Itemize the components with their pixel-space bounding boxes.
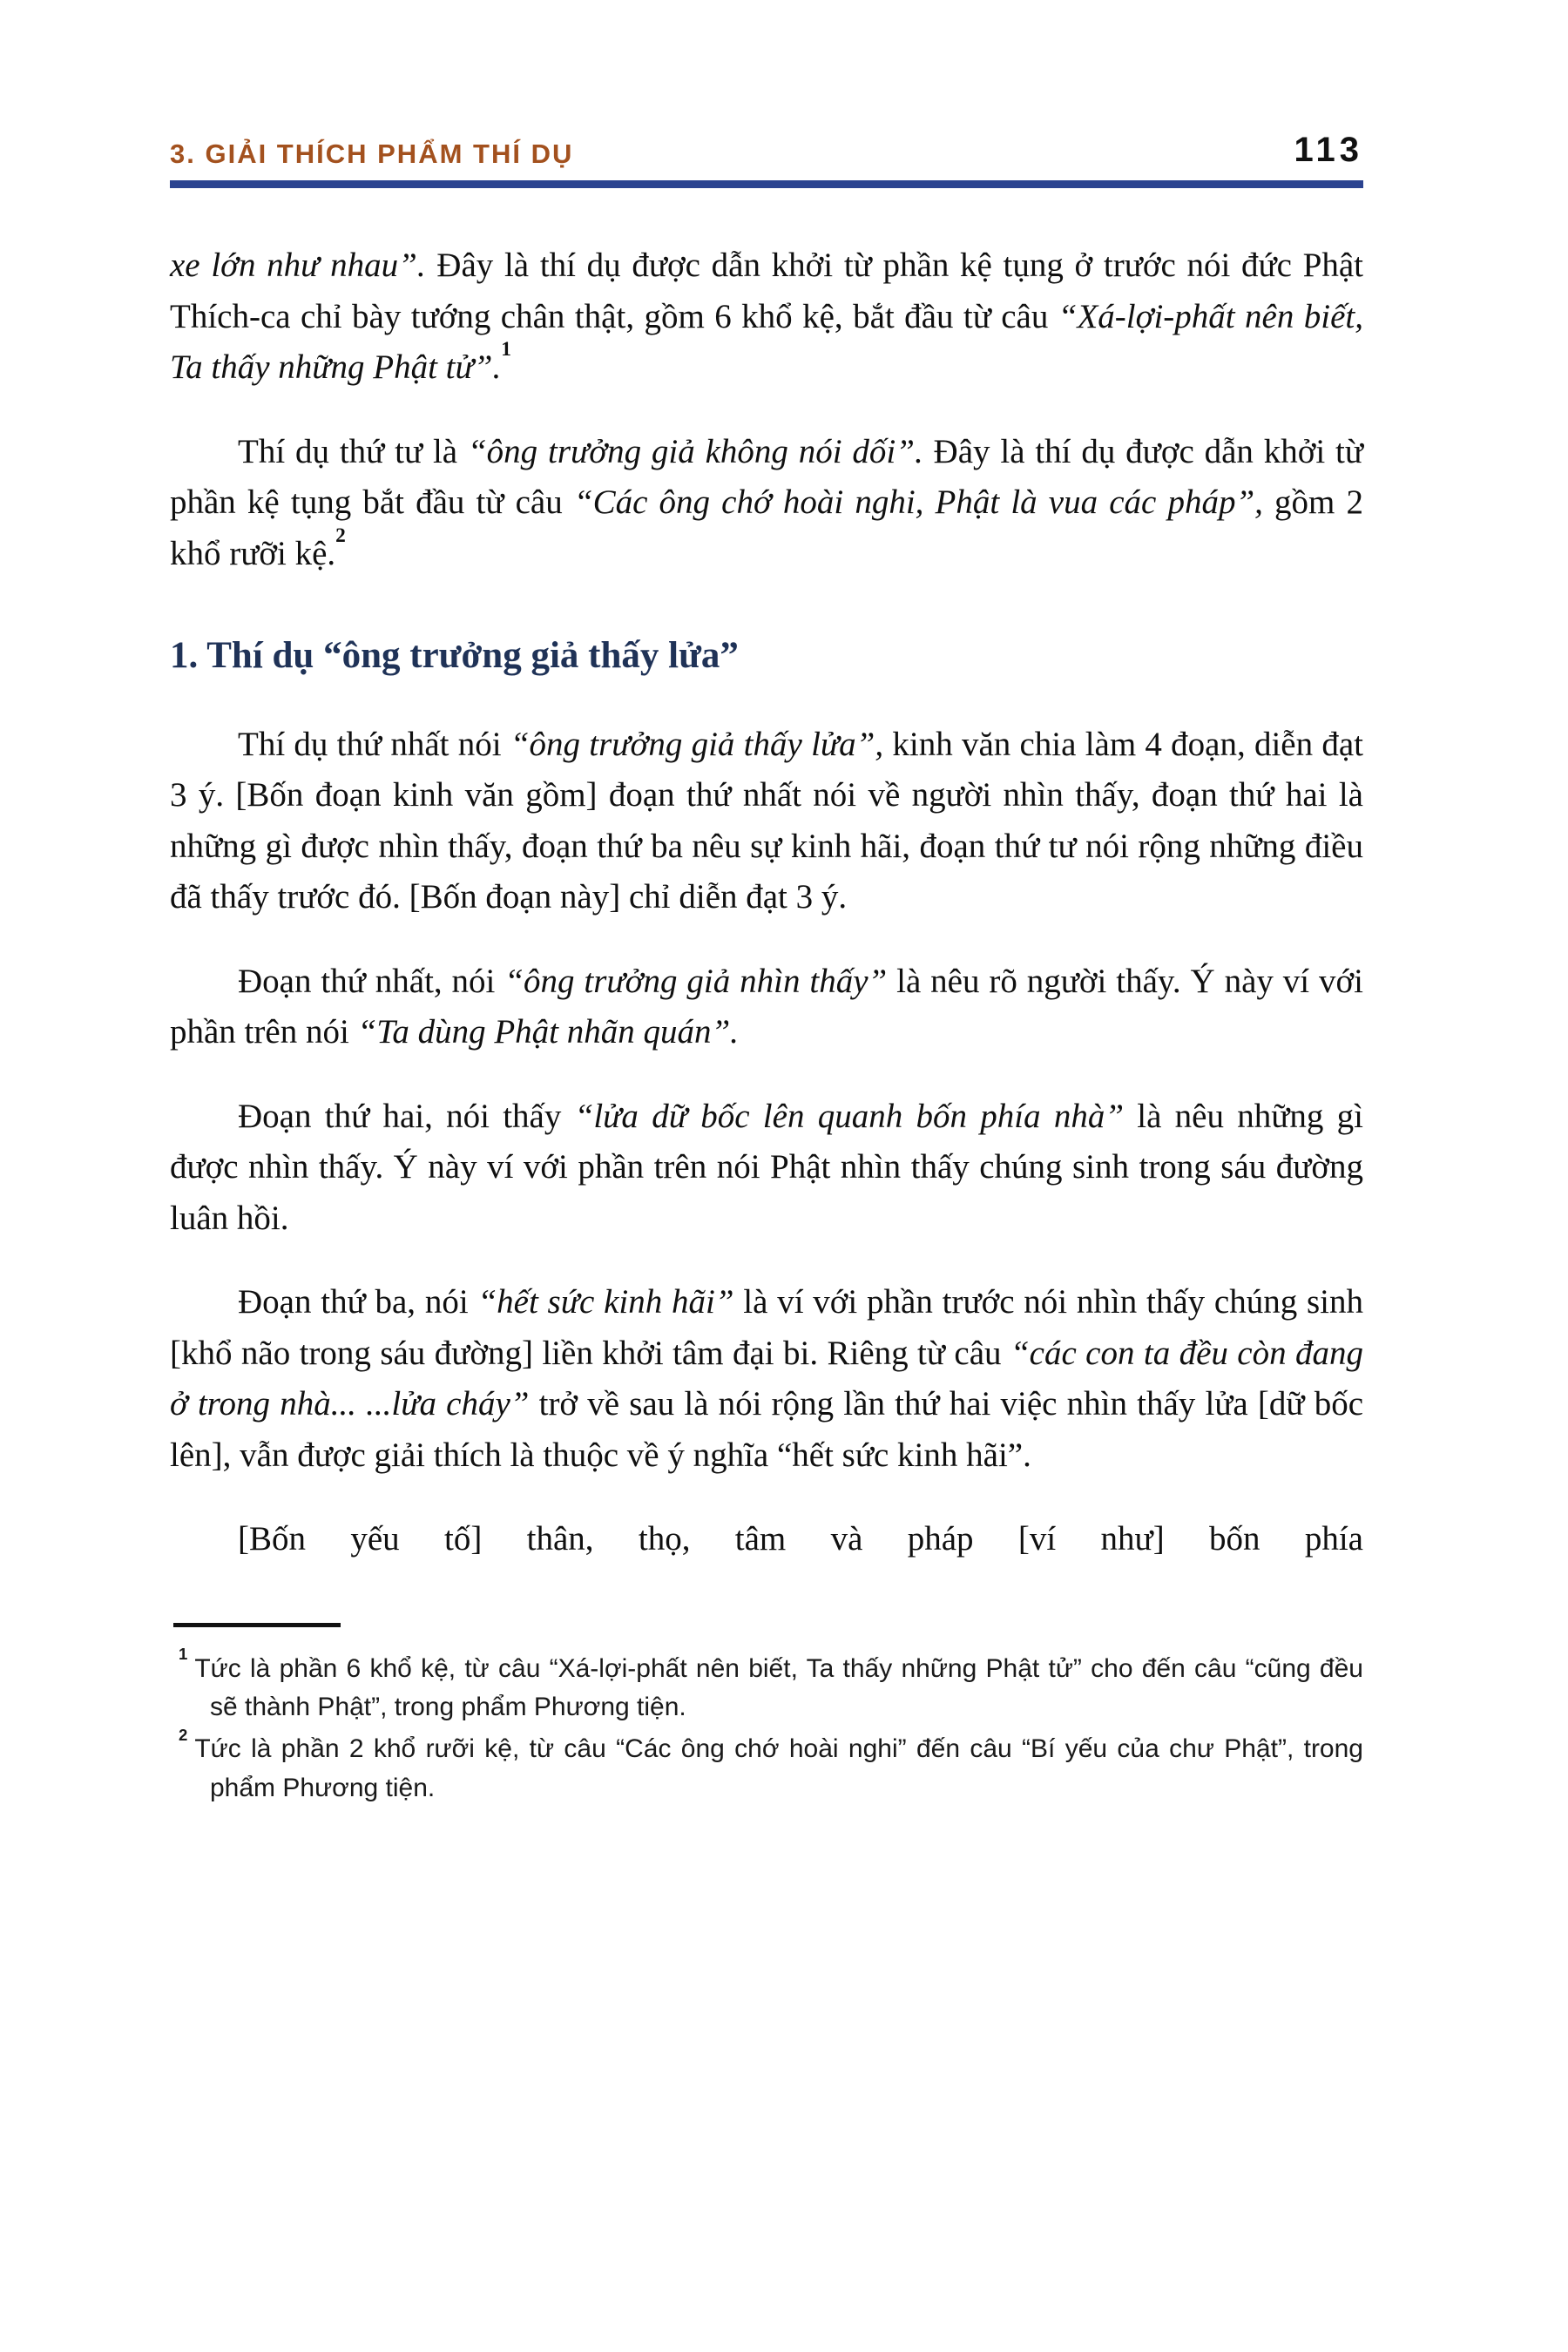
text-run: là nêu rõ người thấy. Ý này ví với phần trên nói bbox=[170, 962, 1363, 1051]
text-run: Đoạn thứ ba, nói bbox=[238, 1283, 478, 1321]
paragraph bbox=[170, 427, 1363, 580]
footnote-ref: 2 bbox=[335, 524, 346, 547]
text-run: là nêu những gì được nhìn thấy. Ý này ví với phần trên nói Phật nhìn thấy chúng sinh trong sáu đường luân hồi. bbox=[170, 1097, 1363, 1237]
text-run: gồm 2 khổ rưỡi kệ. bbox=[170, 483, 1363, 572]
footnote-text: Tức là phần 2 khổ rưỡi kệ, từ câu “Các ông chớ hoài nghi” đến câu “Bí yếu của chư Phật”, trong phẩm Phương tiện. bbox=[194, 1734, 1363, 1802]
quoted-phrase: “các con ta đều còn đang ở trong nhà... ...lửa cháy” bbox=[170, 1334, 1364, 1423]
paragraph bbox=[170, 956, 1363, 1058]
paragraph bbox=[170, 1277, 1363, 1481]
footnotes bbox=[170, 1645, 1363, 1808]
text-run: Đoạn thứ hai, nói thấy bbox=[238, 1097, 575, 1135]
text-run: Đoạn thứ nhất, nói bbox=[238, 962, 505, 1000]
text-run: Đây là thí dụ được dẫn khởi từ phần kệ tụng bắt đầu từ câu bbox=[170, 432, 1364, 521]
body-text bbox=[170, 240, 1363, 1565]
text-run: trở về sau là nói rộng lần thứ hai việc nhìn thấy lửa [dữ bốc lên], vẫn được giải thích là thuộc về ý nghĩa “hết sức kinh hãi”. bbox=[170, 1385, 1364, 1474]
paragraph bbox=[170, 1514, 1363, 1565]
quoted-phrase: “hết sức kinh hãi” bbox=[477, 1283, 734, 1321]
quoted-phrase: “ông trưởng giả không nói dối”. bbox=[467, 432, 923, 470]
footnote-number: 2 bbox=[179, 1725, 188, 1744]
quoted-phrase: “Các ông chớ hoài nghi, Phật là vua các pháp”, bbox=[573, 483, 1263, 521]
footnote bbox=[170, 1645, 1363, 1727]
chapter-title: 3. GIẢI THÍCH PHẨM THÍ DỤ bbox=[170, 139, 574, 169]
header-rule bbox=[170, 180, 1363, 188]
text-run: Thí dụ thứ nhất nói bbox=[238, 725, 510, 763]
quoted-phrase: “ông trưởng giả nhìn thấy” bbox=[504, 962, 888, 1000]
footnote-ref: 1 bbox=[501, 338, 511, 362]
quoted-phrase: “Xá-lợi-phất nên biết, Ta thấy những Phật tử”. bbox=[170, 297, 1363, 386]
text-run: là ví với phần trước nói nhìn thấy chúng sinh [khổ não trong sáu đường] liền khởi tâm đại bi. Riêng từ câu bbox=[170, 1283, 1364, 1372]
running-header bbox=[170, 131, 1363, 188]
paragraph bbox=[170, 240, 1363, 394]
text-run: Đây là thí dụ được dẫn khởi từ phần kệ tụng ở trước nói đức Phật Thích-ca chỉ bày tướng chân thật, gồm 6 khổ kệ, bắt đầu từ câu bbox=[170, 247, 1364, 335]
quoted-phrase: “lửa dữ bốc lên quanh bốn phía nhà” bbox=[574, 1097, 1125, 1135]
text-run: kinh văn chia làm 4 đoạn, diễn đạt 3 ý. [Bốn đoạn kinh văn gồm] đoạn thứ nhất nói về người nhìn thấy, đoạn thứ hai là những gì được nhìn thấy, đoạn thứ ba nêu sự kinh hãi, đoạn thứ tư nói rộng những điều đã thấy trước đó. [Bốn đoạn này] chỉ diễn đạt 3 ý. bbox=[170, 725, 1363, 916]
text-run: Thí dụ thứ tư là bbox=[238, 432, 468, 470]
quoted-phrase: “ông trưởng giả thấy lửa”, bbox=[510, 725, 884, 763]
footnote-separator bbox=[173, 1623, 341, 1627]
page-number: 113 bbox=[1294, 131, 1363, 169]
footnote-text: Tức là phần 6 khổ kệ, từ câu “Xá-lợi-phất nên biết, Ta thấy những Phật tử” cho đến câu “cũng đều sẽ thành Phật”, trong phẩm Phương tiện. bbox=[194, 1653, 1363, 1721]
footnote-number: 1 bbox=[179, 1645, 188, 1664]
paragraph bbox=[170, 720, 1363, 923]
paragraph bbox=[170, 1092, 1363, 1245]
quoted-phrase: xe lớn như nhau”. bbox=[170, 247, 426, 284]
quoted-phrase: “Ta dùng Phật nhãn quán”. bbox=[357, 1013, 739, 1051]
footnote-area bbox=[170, 1623, 1363, 1808]
section-heading: 1. Thí dụ “ông trưởng giả thấy lửa” bbox=[170, 635, 739, 676]
text-run: [Bốn yếu tố] thân, thọ, tâm và pháp [ví như] bốn phía bbox=[238, 1520, 1363, 1558]
footnote bbox=[170, 1725, 1363, 1808]
